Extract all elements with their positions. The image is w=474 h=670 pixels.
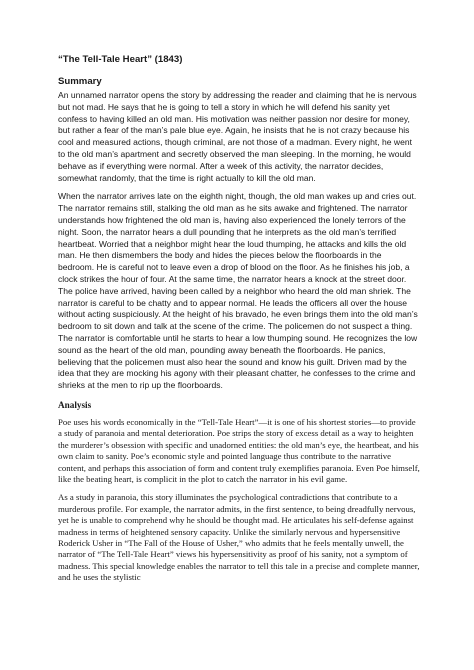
document-title: “The Tell-Tale Heart” (1843) — [58, 54, 183, 65]
summary-paragraph-2: When the narrator arrives late on the eighth night, though, the old man wakes up and cries out. The narrator remains still, stalking the old man as he sits awake and frightened. The narrator understands how frightened the old man is, having also experienced the lonely terrors of the night. Soon, the narrator hears a dull pounding that he interprets as the old man’s terrified heartbeat. Worried that a neighbor might hear the loud thumping, he attacks and kills the old man. He then dismembers the body and hides the pieces below the floorboards in the bedroom. He is careful not to leave even a drop of blood on the floor. As he finishes his job, a clock strikes the hour of four. At the same time, the narrator hears a knock at the street door. The police have arrived, having been called by a neighbor who heard the old man shriek. The narrator is careful to be chatty and to appear normal. He leads the officers all over the house without acting suspiciously. At the height of his bravado, he even brings them into the old man’s bedroom to sit down and talk at the scene of the crime. The policemen do not suspect a thing. The narrator is comfortable until he starts to hear a low thumping sound. He recognizes the low sound as the heart of the old man, pounding away beneath the floorboards. He panics, believing that the policemen must also hear the sound and know his guilt. Driven mad by the idea that they are mocking his agony with their pleasant chatter, he confesses to the crime and shrieks at the men to rip up the floorboards. — [58, 191, 418, 391]
document-page — [58, 54, 420, 591]
summary-heading: Summary — [58, 76, 102, 87]
summary-paragraph-1: An unnamed narrator opens the story by addressing the reader and claiming that he is nervous but not mad. He says that he is going to tell a story in which he will defend his sanity yet confess to having killed an old man. His motivation was neither passion nor desire for money, but rather a fear of the man’s pale blue eye. Again, he insists that he is not crazy because his cool and measured actions, though criminal, are not those of a madman. Every night, he went to the old man’s apartment and secretly observed the man sleeping. In the morning, he would behave as if everything were normal. After a week of this activity, the narrator decides, somewhat randomly, that the time is right actually to kill the old man. — [58, 90, 417, 183]
analysis-paragraph-2: As a study in paranoia, this story illuminates the psychological contradictions that contribute to a murderous profile. For example, the narrator admits, in the first sentence, to being dreadfully nervous, yet he is unable to comprehend why he should be thought mad. He articulates his self-defense against madness in terms of heightened sensory capacity. Unlike the similarly nervous and hypersensitive Roderick Usher in “The Fall of the House of Usher,” who admits that he feels mentally unwell, the narrator of “The Tell-Tale Heart” views his hypersensitivity as proof of his sanity, not a symptom of madness. This special knowledge enables the narrator to tell this tale in a precise and complete manner, and he uses the stylistic — [58, 492, 420, 583]
analysis-paragraph-1: Poe uses his words economically in the “Tell-Tale Heart”—it is one of his shortest stories—to provide a study of paranoia and mental deterioration. Poe strips the story of excess detail as a way to heighten the murderer’s obsession with specific and unadorned entities: the old man’s eye, the heartbeat, and his own claim to sanity. Poe’s economic style and pointed language thus contribute to the narrative content, and perhaps this association of form and content truly exemplifies paranoia. Even Poe himself, like the beating heart, is complicit in the plot to catch the narrator in his evil game. — [58, 416, 420, 484]
analysis-heading: Analysis — [58, 399, 92, 410]
